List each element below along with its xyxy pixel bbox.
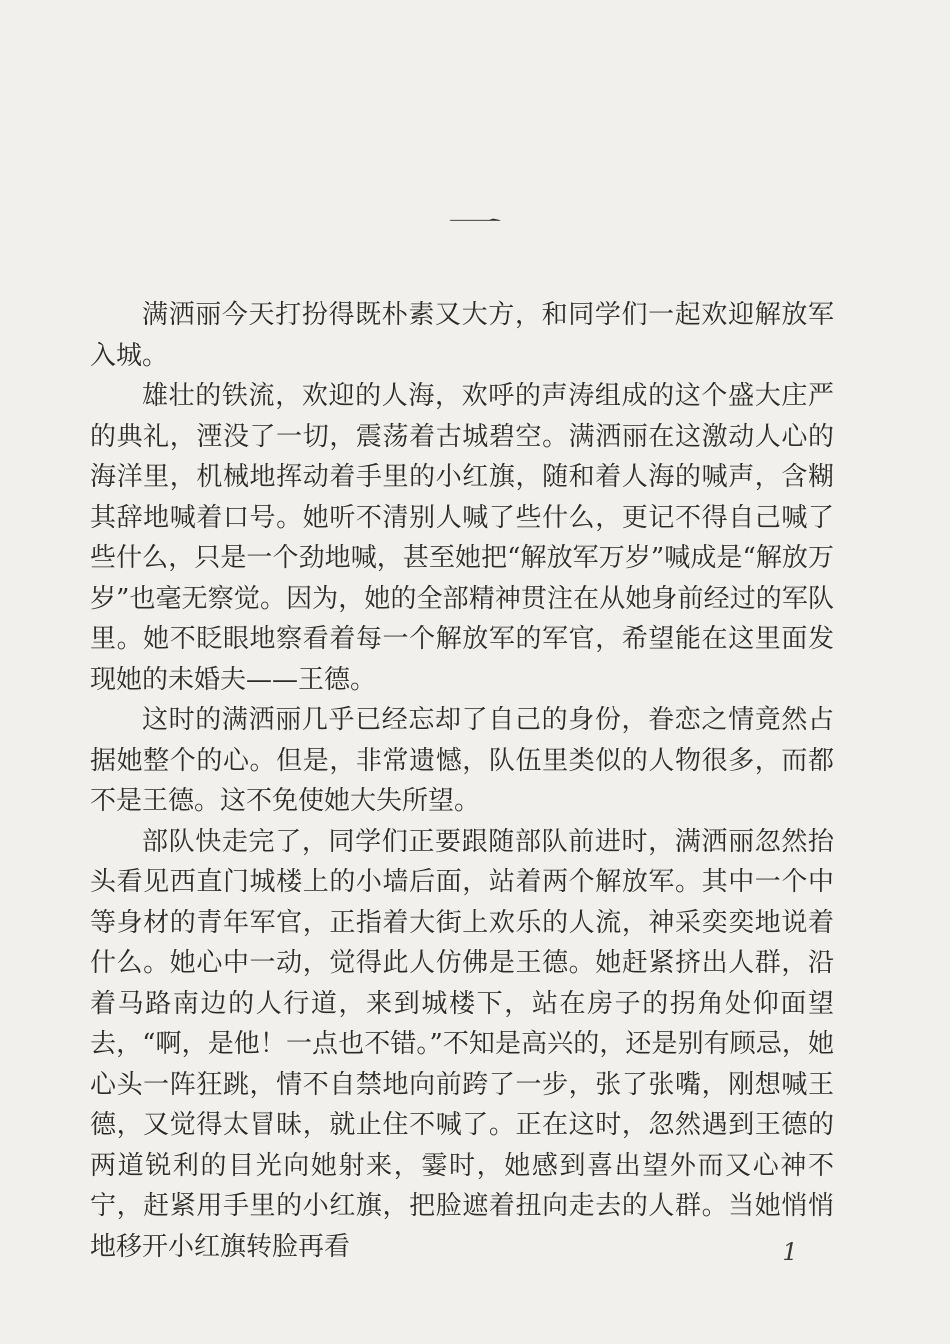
- chapter-number: 一: [448, 213, 502, 231]
- paragraph: 这时的满洒丽几乎已经忘却了自己的身份，眷恋之情竟然占据她整个的心。但是，非常遗憾，队伍里类似的人物很多，而都不是王德。这不免使她大失所望。: [90, 705, 834, 816]
- paragraph: 满洒丽今天打扮得既朴素又大方，和同学们一起欢迎解放军入城。: [90, 300, 834, 371]
- chapter-body: [90, 295, 834, 1267]
- paragraph: 雄壮的铁流，欢迎的人海，欢呼的声涛组成的这个盛大庄严的典礼，湮没了一切，震荡着古城碧空。满洒丽在这激动人心的海洋里，机械地挥动着手里的小红旗，随和着人海的喊声，含糊其辞地喊着口号。她听不清别人喊了些什么，更记不得自己喊了些什么，只是一个劲地喊，甚至她把“解放军万岁”喊成是“解放万岁”也毫无察觉。因为，她的全部精神贯注在从她身前经过的军队里。她不眨眼地察看着每一个解放军的军官，希望能在这里面发现她的未婚夫——王德。: [90, 381, 834, 695]
- chapter-heading: [0, 202, 950, 242]
- page-number: 1: [782, 1238, 798, 1266]
- paragraph: 部队快走完了，同学们正要跟随部队前进时，满洒丽忽然抬头看见西直门城楼上的小墙后面，站着两个解放军。其中一个中等身材的青年军官，正指着大街上欢乐的人流，神采奕奕地说着什么。她心中一动，觉得此人仿佛是王德。她赶紧挤出人群，沿着马路南边的人行道，来到城楼下，站在房子的拐角处仰面望去，“啊，是他！一点也不错。”不知是高兴的，还是别有顾忌，她心头一阵狂跳，情不自禁地向前跨了一步，张了张嘴，刚想喊王德，又觉得太冒昧，就止住不喊了。正在这时，忽然遇到王德的两道锐利的目光向她射来，霎时，她感到喜出望外而又心神不宁，赶紧用手里的小红旗，把脸遮着扭向走去的人群。当她悄悄地移开小红旗转脸再看: [90, 826, 834, 1262]
